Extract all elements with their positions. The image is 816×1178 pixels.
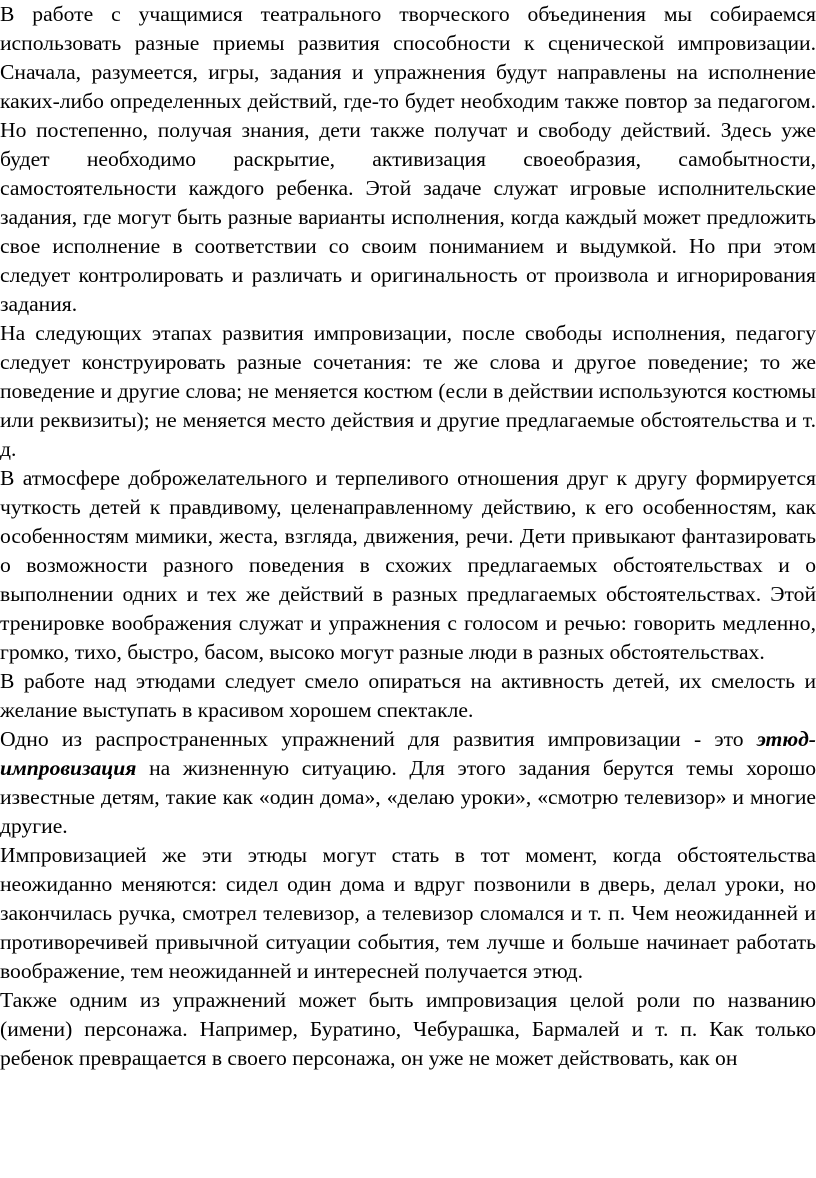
paragraph-etude-work: В работе над этюдами следует смело опираться на активность детей, их смелость и желание выступать в красивом хорошем спектакле. [0, 669, 816, 722]
paragraph-next-stages: На следующих этапах развития импровизации, после свободы исполнения, педагогу следует конструировать разные сочетания: те же слова и другое поведение; то же поведение и другие слова; не меняется костюм (если в действии используются костюмы или реквизиты); не меняется место действия и другие предлагаемые обстоятельства и т. д. [0, 321, 816, 461]
paragraph-changing-circumstances: Импровизацией же эти этюды могут стать в тот момент, когда обстоятельства неожиданно меняются: сидел один дома и вдруг позвонили в дверь, делал уроки, но закончилась ручка, смотрел телевизор, а телевизор сломался и т. п. Чем неожиданней и противоречивей привычной ситуации события, тем лучше и больше начинает работать воображение, тем неожиданней и интересней получается этюд. [0, 843, 816, 983]
paragraph-atmosphere: В атмосфере доброжелательного и терпеливого отношения друг к другу формируется чуткость детей к правдивому, целенаправленному действию, к его особенностям, как особенностям мимики, жеста, взгляда, движения, речи. Дети привыкают фантазировать о возможности разного поведения в схожих предлагаемых обстоятельствах и о выполнении одних и тех же действий в разных предлагаемых обстоятельствах. Этой тренировке воображения служат и упражнения с голосом и речью: говорить медленно, громко, тихо, быстро, басом, высоко могут разные люди в разных обстоятельствах. [0, 466, 816, 664]
emphasized-term: этюд-импровизация [0, 727, 816, 780]
paragraph-etude-improvisation [0, 725, 816, 841]
paragraph-etude-improvisation-before: Одно из распространенных упражнений для развития импровизации - это [0, 727, 757, 751]
paragraph-etude-improvisation-after: на жизненную ситуацию. Для этого задания берутся темы хорошо известные детям, такие как «один дома», «делаю уроки», «смотрю телевизор» и многие другие. [0, 756, 816, 838]
paragraph-role-improvisation: Также одним из упражнений может быть импровизация целой роли по названию (имени) персонажа. Например, Буратино, Чебурашка, Бармалей и т. п. Как только ребенок превращается в своего персонажа, он уже не может действовать, как он [0, 988, 816, 1070]
paragraph-improvisation-methods: В работе с учащимися театрального творческого объединения мы собираемся использовать разные приемы развития способности к сценической импровизации. Сначала, разумеется, игры, задания и упражнения будут направлены на исполнение каких-либо определенных действий, где-то будет необходим также повтор за педагогом. Но постепенно, получая знания, дети также получат и свободу действий. Здесь уже будет необходимо раскрытие, активизация своеобразия, самобытности, самостоятельности каждого ребенка. Этой задаче служат игровые исполнительские задания, где могут быть разные варианты исполнения, когда каждый может предложить свое исполнение в соответствии со своим пониманием и выдумкой. Но при этом следует контролировать и различать и оригинальность от произвола и игнорирования задания. [0, 2, 816, 316]
